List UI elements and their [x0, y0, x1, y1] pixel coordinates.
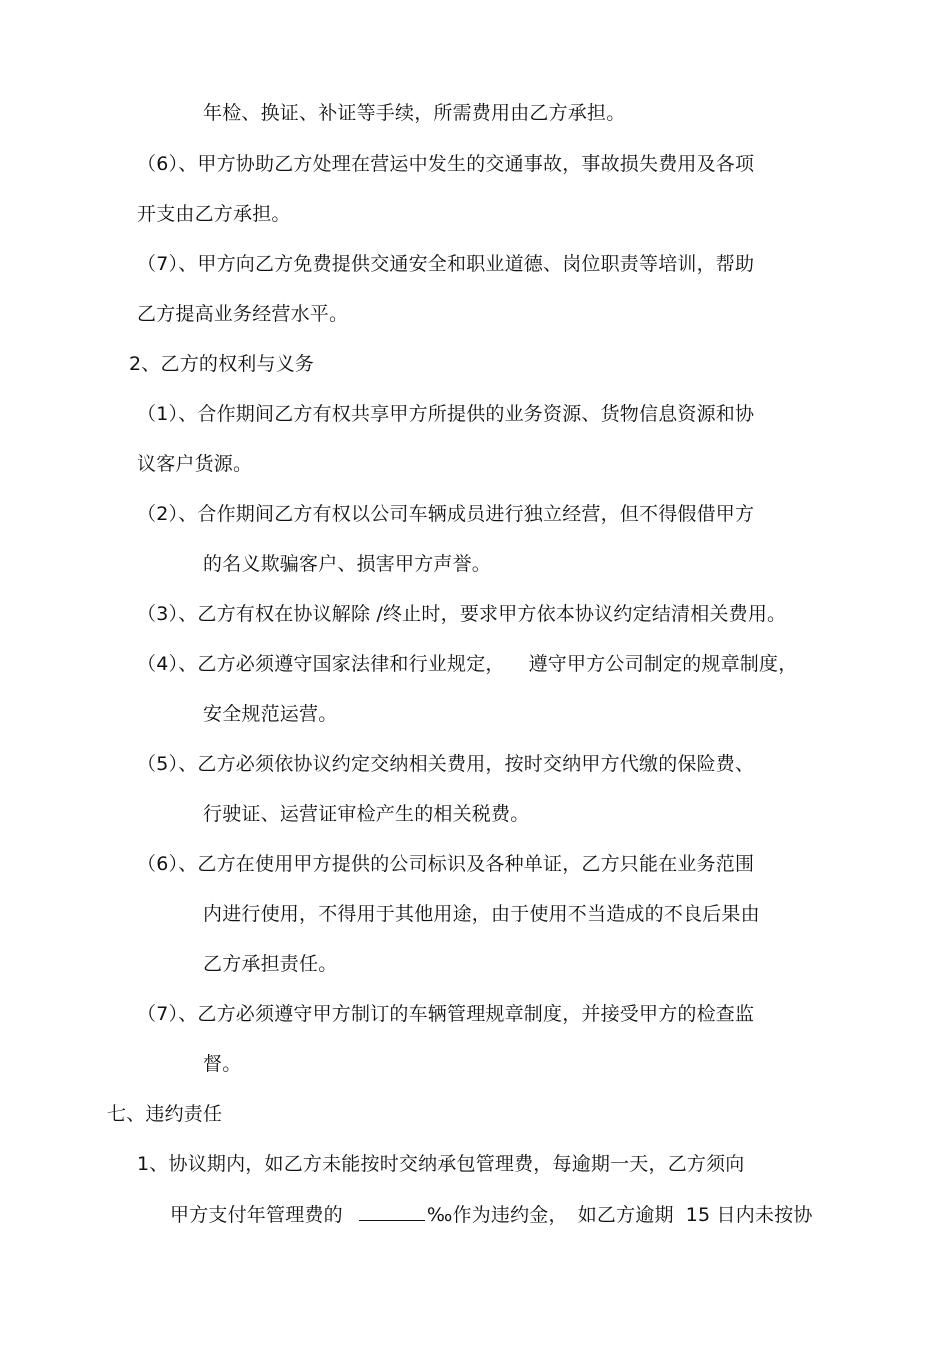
clause-b1: （1）、合作期间乙方有权共享甲方所提供的业务资源、货物信息资源和协 [137, 403, 755, 425]
clause-c1-text-d: 15 日内未按协 [685, 1204, 813, 1226]
clause-c1-text-c: 如乙方逾期 [577, 1204, 674, 1226]
clause-b5: （5）、乙方必须依协议约定交纳相关费用，按时交纳甲方代缴的保险费、 [137, 753, 755, 775]
text-line: 的名义欺骗客户、损害甲方声誉。 [203, 553, 492, 575]
section-heading-7: 七、违约责任 [107, 1103, 223, 1125]
clause-b4-part1: （4）、乙方必须遵守国家法律和行业规定， [137, 653, 505, 675]
text-line: 年检、换证、补证等手续，所需费用由乙方承担。 [203, 102, 626, 124]
clause-c1-text-b: ‰作为违约金， [426, 1204, 568, 1226]
text-line: 督。 [203, 1053, 242, 1075]
clause-c1: 1、协议期内，如乙方未能按时交纳承包管理费，每逾期一天，乙方须向 [137, 1153, 745, 1175]
clause-b7: （7）、乙方必须遵守甲方制订的车辆管理规章制度，并接受甲方的检查监 [137, 1003, 755, 1025]
clause-c1-text-a: 甲方支付年管理费的 [170, 1204, 343, 1226]
text-line: 乙方承担责任。 [203, 953, 338, 975]
clause-b3: （3）、乙方有权在协议解除 /终止时，要求甲方依本协议约定结清相关费用。 [137, 603, 787, 625]
fill-in-blank [359, 1202, 425, 1221]
text-line: 安全规范运营。 [203, 703, 338, 725]
text-line: 议客户货源。 [137, 453, 253, 475]
text-line: 内进行使用，不得用于其他用途，由于使用不当造成的不良后果由 [203, 903, 760, 925]
text-line: 开支由乙方承担。 [137, 203, 291, 225]
clause-b4-part2: 遵守甲方公司制定的规章制度， [528, 653, 798, 675]
clause-b2: （2）、合作期间乙方有权以公司车辆成员进行独立经营，但不得假借甲方 [137, 503, 755, 525]
clause-b6: （6）、乙方在使用甲方提供的公司标识及各种单证，乙方只能在业务范围 [137, 853, 755, 875]
text-line: 行驶证、运营证审检产生的相关税费。 [203, 803, 530, 825]
section-heading-2: 2、乙方的权利与义务 [129, 353, 315, 375]
clause-b4 [137, 652, 797, 676]
clause-c1-continued [170, 1202, 813, 1227]
clause-a6: （6）、甲方协助乙方处理在营运中发生的交通事故，事故损失费用及各项 [137, 153, 755, 175]
clause-a7: （7）、甲方向乙方免费提供交通安全和职业道德、岗位职责等培训，帮助 [137, 253, 755, 275]
text-line: 乙方提高业务经营水平。 [137, 303, 349, 325]
